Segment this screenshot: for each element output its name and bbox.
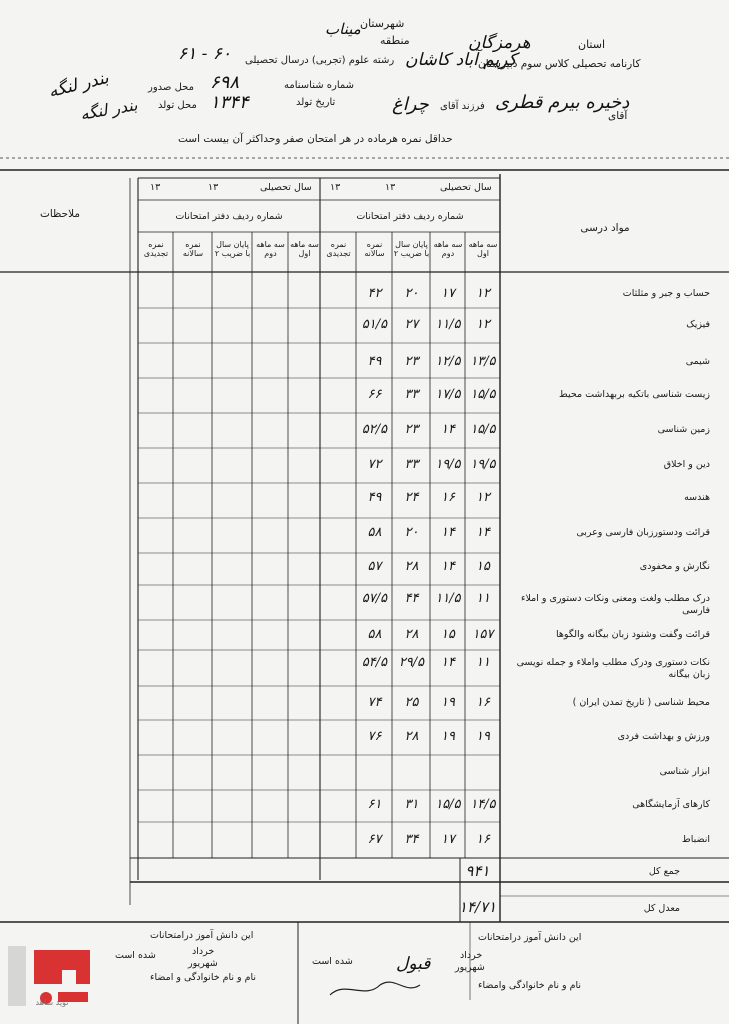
issue-place-value: بندر لنگه xyxy=(46,67,111,103)
subject-name: انضباط xyxy=(681,834,710,845)
province-label: استان xyxy=(578,38,606,51)
grade-cell: ۱۲/۵ xyxy=(435,354,461,369)
grade-cell: ۷۴ xyxy=(367,695,382,710)
subject-name: قرائت وگفت وشنود زبان بیگانه والگوها xyxy=(556,629,710,640)
field-text: رشته علوم (تجربی) درسال تحصیلی xyxy=(245,55,395,66)
subject-name: نگارش و مخفودی xyxy=(639,561,710,572)
grade-cell: ۱۲ xyxy=(476,317,490,332)
father-value: چراغ xyxy=(392,94,429,115)
grade-cell: ۱۴ xyxy=(441,655,455,670)
grade-cell: ۵۷/۵ xyxy=(361,591,388,606)
subject-name: قرائت ودستورزبان فارسی وعربی xyxy=(576,527,710,538)
grade-cell: ۷۶ xyxy=(367,729,382,744)
col2-retake: نمره تجدیدی xyxy=(143,240,169,258)
grade-cell: ۴۲ xyxy=(367,286,382,301)
grade-cell: ۱۹ xyxy=(476,729,490,744)
report-title: کارنامه تحصیلی کلاس سوم دبیرستان xyxy=(478,58,641,70)
name-value: دخیره بیرم قطری xyxy=(495,92,630,113)
grade-cell: ۲۳ xyxy=(404,354,419,369)
grade-cell: ۱۱ xyxy=(476,655,490,670)
grade-cell: ۵۲/۵ xyxy=(361,422,388,437)
grade-cell: ۶۱ xyxy=(367,797,382,812)
year2-label: سال تحصیلی xyxy=(260,182,312,193)
grade-cell: ۲۴ xyxy=(404,490,419,505)
year1-num-b: ۱۳ xyxy=(330,182,341,193)
subject-name: دین و اخلاق xyxy=(663,459,710,470)
col1-annual: نمره سالانه xyxy=(364,240,385,258)
grade-cell: ۱۴ xyxy=(441,525,455,540)
subject-name: حساب و جبر و مثلثات xyxy=(622,288,710,299)
col2-q2: سه ماهه دوم xyxy=(256,240,285,258)
birth-date-value: ۱۳۴۴ xyxy=(210,92,249,113)
grade-cell: ۱۶ xyxy=(476,832,490,847)
region-label: منطقه xyxy=(380,34,410,47)
grade-cell: ۳۳ xyxy=(404,457,419,472)
subject-name: زمین شناسی xyxy=(657,424,710,435)
exam-office-2: شماره ردیف دفتر امتحانات xyxy=(175,211,283,222)
grade-cell: ۳۳ xyxy=(404,387,419,402)
grade-cell: ۲۰ xyxy=(404,525,419,540)
avg-label: معدل کل xyxy=(643,903,680,914)
footer-right-title: این دانش آموز درامتحانات xyxy=(478,932,582,943)
subject-name: درک مطلب ولغت ومعنی ونکات دستوری و املاء فارسی xyxy=(520,593,710,616)
grade-cell: ۱۱/۵ xyxy=(435,317,461,332)
grade-cell: ۱۷/۵ xyxy=(435,387,461,402)
grade-cell: ۲۸ xyxy=(404,627,419,642)
grade-cell: ۲۸ xyxy=(404,729,419,744)
issue-place-label: محل صدور xyxy=(148,82,194,93)
grade-cell: ۷۲ xyxy=(367,457,382,472)
grade-cell: ۳۱ xyxy=(404,797,419,812)
grade-cell: ۲۰ xyxy=(404,286,419,301)
grade-cell: ۲۷ xyxy=(404,317,419,332)
grade-cell: ۱۹ xyxy=(441,729,455,744)
grade-cell: ۲۵ xyxy=(404,695,419,710)
grade-cell: ۶۶ xyxy=(367,387,382,402)
grade-cell: ۱۵/۵ xyxy=(470,422,496,437)
id-label: شماره شناسنامه xyxy=(284,80,355,91)
grade-cell: ۱۱ xyxy=(476,591,490,606)
year2-num: ۱۳ xyxy=(208,182,219,193)
id-value: ۶۹۸ xyxy=(210,72,240,93)
total-value: ۹۴۱ xyxy=(465,862,490,880)
subject-name: نکات دستوری ودرک مطلب واملاء و جمله نویسی زبان بیگانه xyxy=(516,657,710,680)
grade-cell: ۵۸ xyxy=(367,627,382,642)
year1-label: سال تحصیلی xyxy=(440,182,492,193)
footer-left-title: این دانش آموز درامتحانات xyxy=(150,930,254,941)
grade-cell: ۱۳/۵ xyxy=(470,354,496,369)
grade-cell: ۴۴ xyxy=(404,591,419,606)
subject-name: شیمی xyxy=(685,356,710,367)
grade-cell: ۱۴/۵ xyxy=(470,797,496,812)
grade-cell: ۱۴ xyxy=(476,525,490,540)
grade-cell: ۶۷ xyxy=(367,832,382,847)
academic-year: ۶۱ - ۶۰ xyxy=(178,44,232,64)
total-label: جمع کل xyxy=(648,866,680,877)
grade-cell: ۱۲ xyxy=(476,490,490,505)
grade-cell: ۵۸ xyxy=(367,525,382,540)
grade-cell: ۵۷ xyxy=(367,559,382,574)
grade-cell: ۴۹ xyxy=(367,490,382,505)
grade-cell: ۵۱/۵ xyxy=(361,317,388,332)
grade-cell: ۲۸ xyxy=(404,559,419,574)
grade-cell: ۲۳ xyxy=(404,422,419,437)
subject-name: ورزش و بهداشت فردی xyxy=(617,731,710,742)
year2-num-b: ۱۳ xyxy=(150,182,161,193)
footer-left-sign: نام و نام خانوادگی و امضاء xyxy=(150,972,257,983)
grade-cell: ۱۶ xyxy=(441,490,455,505)
grade-cell: ۲۹/۵ xyxy=(398,655,425,670)
grade-cell: ۵۴/۵ xyxy=(361,655,388,670)
remarks-header: ملاحظات xyxy=(39,208,81,220)
col1-retake: نمره تجدیدی xyxy=(326,240,351,258)
col2-final: پایان سال با ضریب ۲ xyxy=(214,240,251,258)
exam-office-1: شماره ردیف دفتر امتحانات xyxy=(356,211,464,222)
footer-right-month2: شهریور xyxy=(455,962,485,973)
birth-place-label: محل تولد xyxy=(158,100,197,111)
year1-num: ۱۳ xyxy=(385,182,396,193)
province-value: هرمزگان xyxy=(468,33,531,53)
grade-cell: ۱۲ xyxy=(476,286,490,301)
grade-cell: ۱۹/۵ xyxy=(435,457,461,472)
school-value: کریم آباد کاشان xyxy=(405,50,517,70)
footer-right-done: شده است xyxy=(312,956,353,967)
grade-cell: ۱۹ xyxy=(441,695,455,710)
grade-cell: ۱۷ xyxy=(441,832,455,847)
grade-cell: ۱۵/۵ xyxy=(435,797,461,812)
subject-name: کارهای آزمایشگاهی xyxy=(632,799,710,810)
subject-name: محیط شناسی ( تاریخ تمدن ایران ) xyxy=(572,697,710,708)
grade-cell: ۱۶ xyxy=(476,695,490,710)
grade-cell: ۱۹/۵ xyxy=(470,457,496,472)
footer-right-month: خرداد xyxy=(460,950,483,961)
grade-cell: ۱۷ xyxy=(441,286,455,301)
father-label: فرزند آقای xyxy=(440,101,485,112)
col1-q1: سه ماهه اول xyxy=(468,240,498,258)
col2-annual: نمره سالانه xyxy=(182,240,204,258)
grade-cell: ۱۵ xyxy=(476,559,490,574)
footer-right-sign: نام و نام خانوادگی وامضاء xyxy=(478,980,582,991)
grade-cell: ۱۴ xyxy=(441,559,455,574)
grade-cell: ۱۴ xyxy=(441,422,455,437)
subject-name: زیست شناسی باتکیه بربهداشت محیط xyxy=(558,389,710,400)
grade-cell: ۱۵ xyxy=(441,627,455,642)
footer-left-month2: شهریور xyxy=(188,958,218,969)
note-text: حداقل نمره هرماده در هر امتحان صفر وحداکثر آن بیست است xyxy=(178,133,453,145)
watermark-logo xyxy=(6,940,98,1014)
city-value: میناب xyxy=(325,20,361,38)
grade-cell: ۱۱/۵ xyxy=(435,591,461,606)
footer-left-done: شده است xyxy=(115,950,156,961)
footer-right-result: قبول xyxy=(396,954,431,974)
birth-date-label: تاریخ تولد xyxy=(296,97,336,108)
name-label: آقای xyxy=(608,110,628,122)
grade-cell: ۴۹ xyxy=(367,354,382,369)
grade-cell: ۱۵/۵ xyxy=(470,387,496,402)
col2-q1: سه ماهه اول xyxy=(290,240,319,258)
city-label: شهرستان xyxy=(360,17,405,30)
subject-name: هندسه xyxy=(684,492,710,503)
footer-left-month: خرداد xyxy=(192,946,215,957)
avg-value: ۱۴/۷۱ xyxy=(458,898,497,916)
watermark-text: نوید شاهد xyxy=(35,998,69,1007)
col1-final: پایان سال با ضریب ۲ xyxy=(393,240,430,258)
grade-cell: ۳۴ xyxy=(404,832,419,847)
birth-place-value: بندر لنگه xyxy=(78,95,139,124)
subject-name: ابزار شناسی xyxy=(659,766,710,777)
subject-name: فیزیک xyxy=(686,319,710,330)
subjects-header: مواد درسی xyxy=(580,222,630,234)
col1-q2: سه ماهه دوم xyxy=(433,240,463,258)
grade-cell: ۱۵۷ xyxy=(472,627,494,642)
